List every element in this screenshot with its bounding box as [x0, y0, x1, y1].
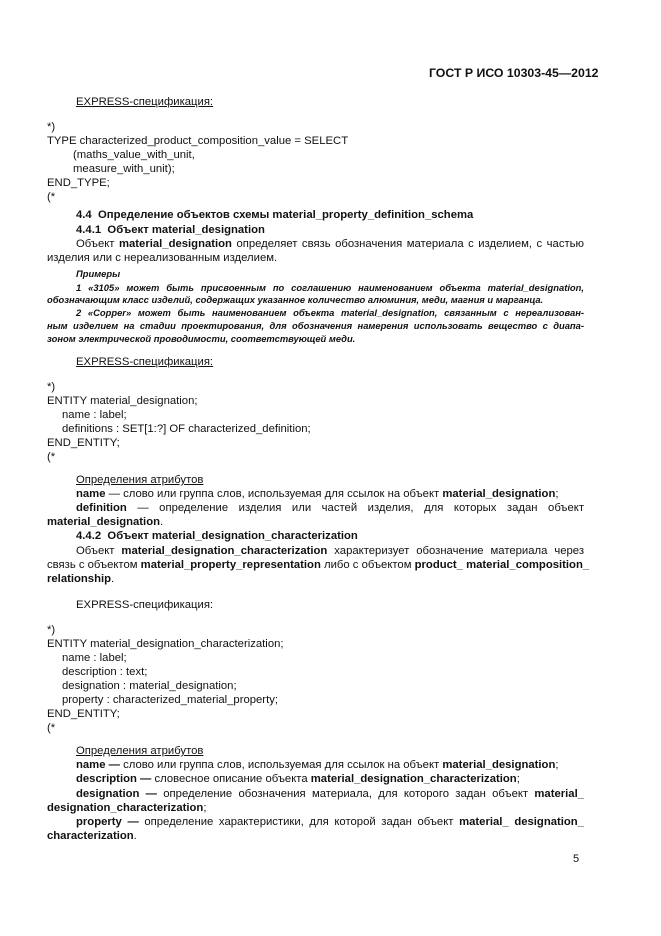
section-heading-4-4: 4.4 Определение объектов схемы material_property_definition_schema [76, 209, 474, 221]
code-line: (* [47, 191, 56, 203]
attribute-definition-definition: definition — определение изделия или частей изделия, для которых задан объект [76, 502, 584, 514]
code-line: definitions : SET[1:?] OF characterized_definition; [62, 423, 311, 435]
paragraph-line: relationship. [47, 573, 115, 585]
code-line: END_ENTITY; [47, 708, 120, 720]
example-1-line: 1 «3105» может быть присвоенным по соглашению наименованием объекта material_designation, [76, 282, 584, 293]
paragraph-line: изделия или с нереализованным изделием. [47, 252, 278, 264]
code-line: TYPE characterized_product_composition_value = SELECT [47, 135, 349, 147]
express-spec-label: EXPRESS-спецификация: [76, 599, 214, 611]
paragraph-line: связь с объектом material_property_representation либо с объектом product_ material_composition_ [47, 559, 590, 571]
express-spec-label: EXPRESS-спецификация: [76, 356, 214, 368]
code-line: designation : material_designation; [62, 680, 237, 692]
code-line: property : characterized_material_property; [62, 694, 278, 706]
standard-header: ГОСТ Р ИСО 10303-45—2012 [429, 66, 599, 80]
attribute-designation-definition: designation — определение обозначения материала, для которого задан объект material_ [76, 788, 585, 800]
code-line: ENTITY material_designation; [47, 395, 198, 407]
attribute-name-definition: name — слово или группа слов, используемая для ссылок на объект material_designation; [76, 759, 559, 771]
attribute-designation-definition: designation_characterization; [47, 802, 207, 814]
code-line: END_ENTITY; [47, 437, 120, 449]
example-2-line: ным изделием на стадии проектирования, для обозначения намерения использовать вещество с диапа- [47, 320, 584, 331]
paragraph-line: Объект material_designation определяет связь обозначения материала с изделием, с частью [76, 238, 584, 250]
code-line: *) [47, 624, 56, 636]
code-line: (maths_value_with_unit, [73, 149, 195, 161]
code-line: measure_with_unit); [73, 163, 175, 175]
attribute-property-definition: property — определение характеристики, для которой задан объект material_ designation_ [76, 816, 584, 828]
code-line: name : label; [62, 409, 127, 421]
example-2-line: зоном электрической проводимости, соответствующей меди. [47, 333, 356, 344]
attribute-property-definition: characterization. [47, 830, 137, 842]
attribute-description-definition: description — словесное описание объекта material_designation_characterization; [76, 773, 520, 785]
attribute-definitions-title: Определения атрибутов [76, 474, 204, 486]
code-line: END_TYPE; [47, 177, 110, 189]
code-line: (* [47, 722, 56, 734]
attribute-definitions-title: Определения атрибутов [76, 745, 204, 757]
code-line: ENTITY material_designation_characterization; [47, 638, 284, 650]
attribute-name-definition: name — слово или группа слов, используемая для ссылок на объект material_designation; [76, 488, 559, 500]
code-line: (* [47, 451, 56, 463]
section-heading-4-4-2: 4.4.2 Объект material_designation_characterization [76, 530, 358, 542]
section-heading-4-4-1: 4.4.1 Объект material_designation [76, 224, 265, 236]
example-2-line: 2 «Copper» может быть наименованием объекта material_designation, связанным с нереализован- [76, 307, 584, 318]
page-number: 5 [573, 853, 580, 865]
example-1-line: обозначающим класс изделий, содержащих указанное количество алюминия, меди, магния и марганца. [47, 294, 544, 305]
code-line: *) [47, 381, 56, 393]
attribute-definition-definition: material_designation. [47, 516, 164, 528]
express-spec-label: EXPRESS-спецификация: [76, 96, 214, 108]
examples-label: Примеры [76, 268, 121, 279]
code-line: description : text; [62, 666, 148, 678]
paragraph-line: Объект material_designation_characterization характеризует обозначение материала через [76, 545, 585, 557]
code-line: *) [47, 121, 56, 133]
code-line: name : label; [62, 652, 127, 664]
